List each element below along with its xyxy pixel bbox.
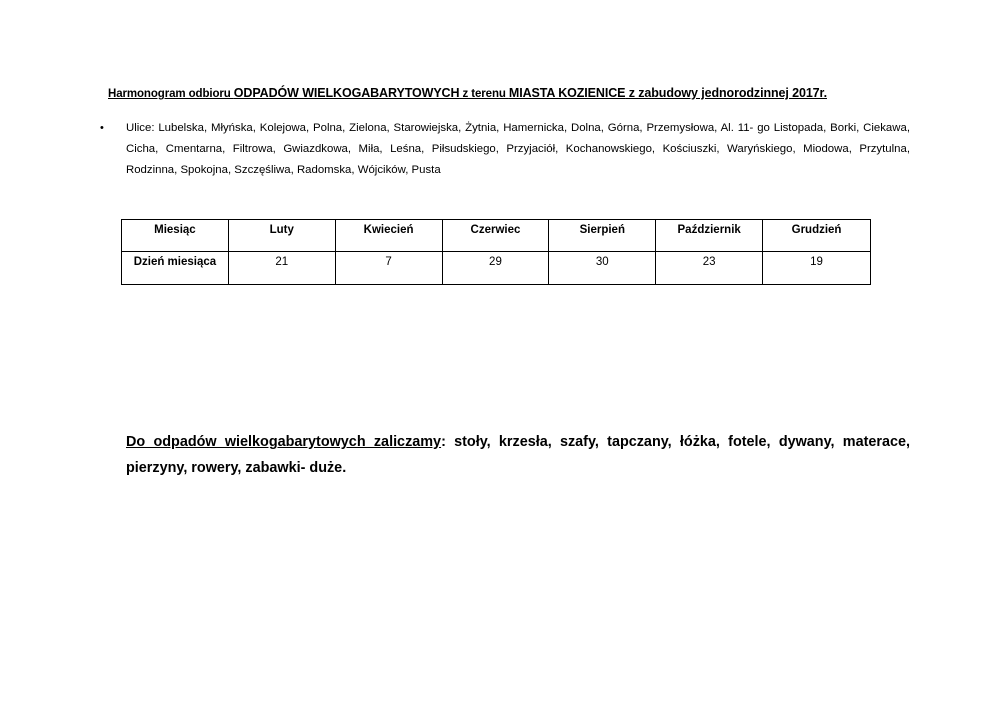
streets-text: Ulice: Lubelska, Młyńska, Kolejowa, Polna, Zielona, Starowiejska, Żytnia, Hamernicka, Dolna, Górna, Przemysłowa, Al. 11- go Listopada, Borki, Ciekawa, Cicha, Cmentarna, Filtrowa, Gwiazdkowa, Miła, Leśna, Piłsudskiego, Przyjaciół, Kochanowskiego, Kościuszki, Waryńskiego, Miodowa, Przytulna, Rodzinna, Spokojna, Szczęśliwa, Radomska, Wójcików, Pusta xyxy=(126,122,910,176)
day-cell: 30 xyxy=(549,252,656,285)
title-part-3: z terenu xyxy=(459,88,509,100)
note-colon: : xyxy=(441,434,446,450)
title-part-4: MIASTA KOZIENICE xyxy=(508,86,626,100)
month-cell: Czerwiec xyxy=(442,220,549,252)
month-cell: Sierpień xyxy=(549,220,656,252)
schedule-table xyxy=(121,219,871,285)
table-row xyxy=(122,252,871,285)
title-part-5: z zabudowy jednorodzinnej 2017r. xyxy=(625,86,827,100)
day-cell: 29 xyxy=(442,252,549,285)
day-cell: 21 xyxy=(228,252,335,285)
note-lead: Do odpadów wielkogabarytowych zaliczamy xyxy=(126,434,442,450)
title-part-2: ODPADÓW WIELKOGABARYTOWYCH xyxy=(233,86,460,100)
month-cell: Kwiecień xyxy=(335,220,442,252)
bulky-waste-note xyxy=(126,429,910,481)
month-cell: Grudzień xyxy=(763,220,871,252)
day-cell: 19 xyxy=(763,252,871,285)
title-part-1: Harmonogram odbioru xyxy=(108,88,234,100)
bullet-icon: • xyxy=(100,122,104,134)
document-title xyxy=(108,86,908,100)
note-items: stoły, krzesła, szafy, tapczany, łóżka, fotele, dywany, materace, pierzyny, rowery, zabawki- duże. xyxy=(126,434,910,476)
month-cell: Luty xyxy=(228,220,335,252)
row-label-cell: Dzień miesiąca xyxy=(122,252,229,285)
month-cell: Październik xyxy=(656,220,763,252)
header-label-cell: Miesiąc xyxy=(122,220,229,252)
table-header-row xyxy=(122,220,871,252)
day-cell: 23 xyxy=(656,252,763,285)
day-cell: 7 xyxy=(335,252,442,285)
